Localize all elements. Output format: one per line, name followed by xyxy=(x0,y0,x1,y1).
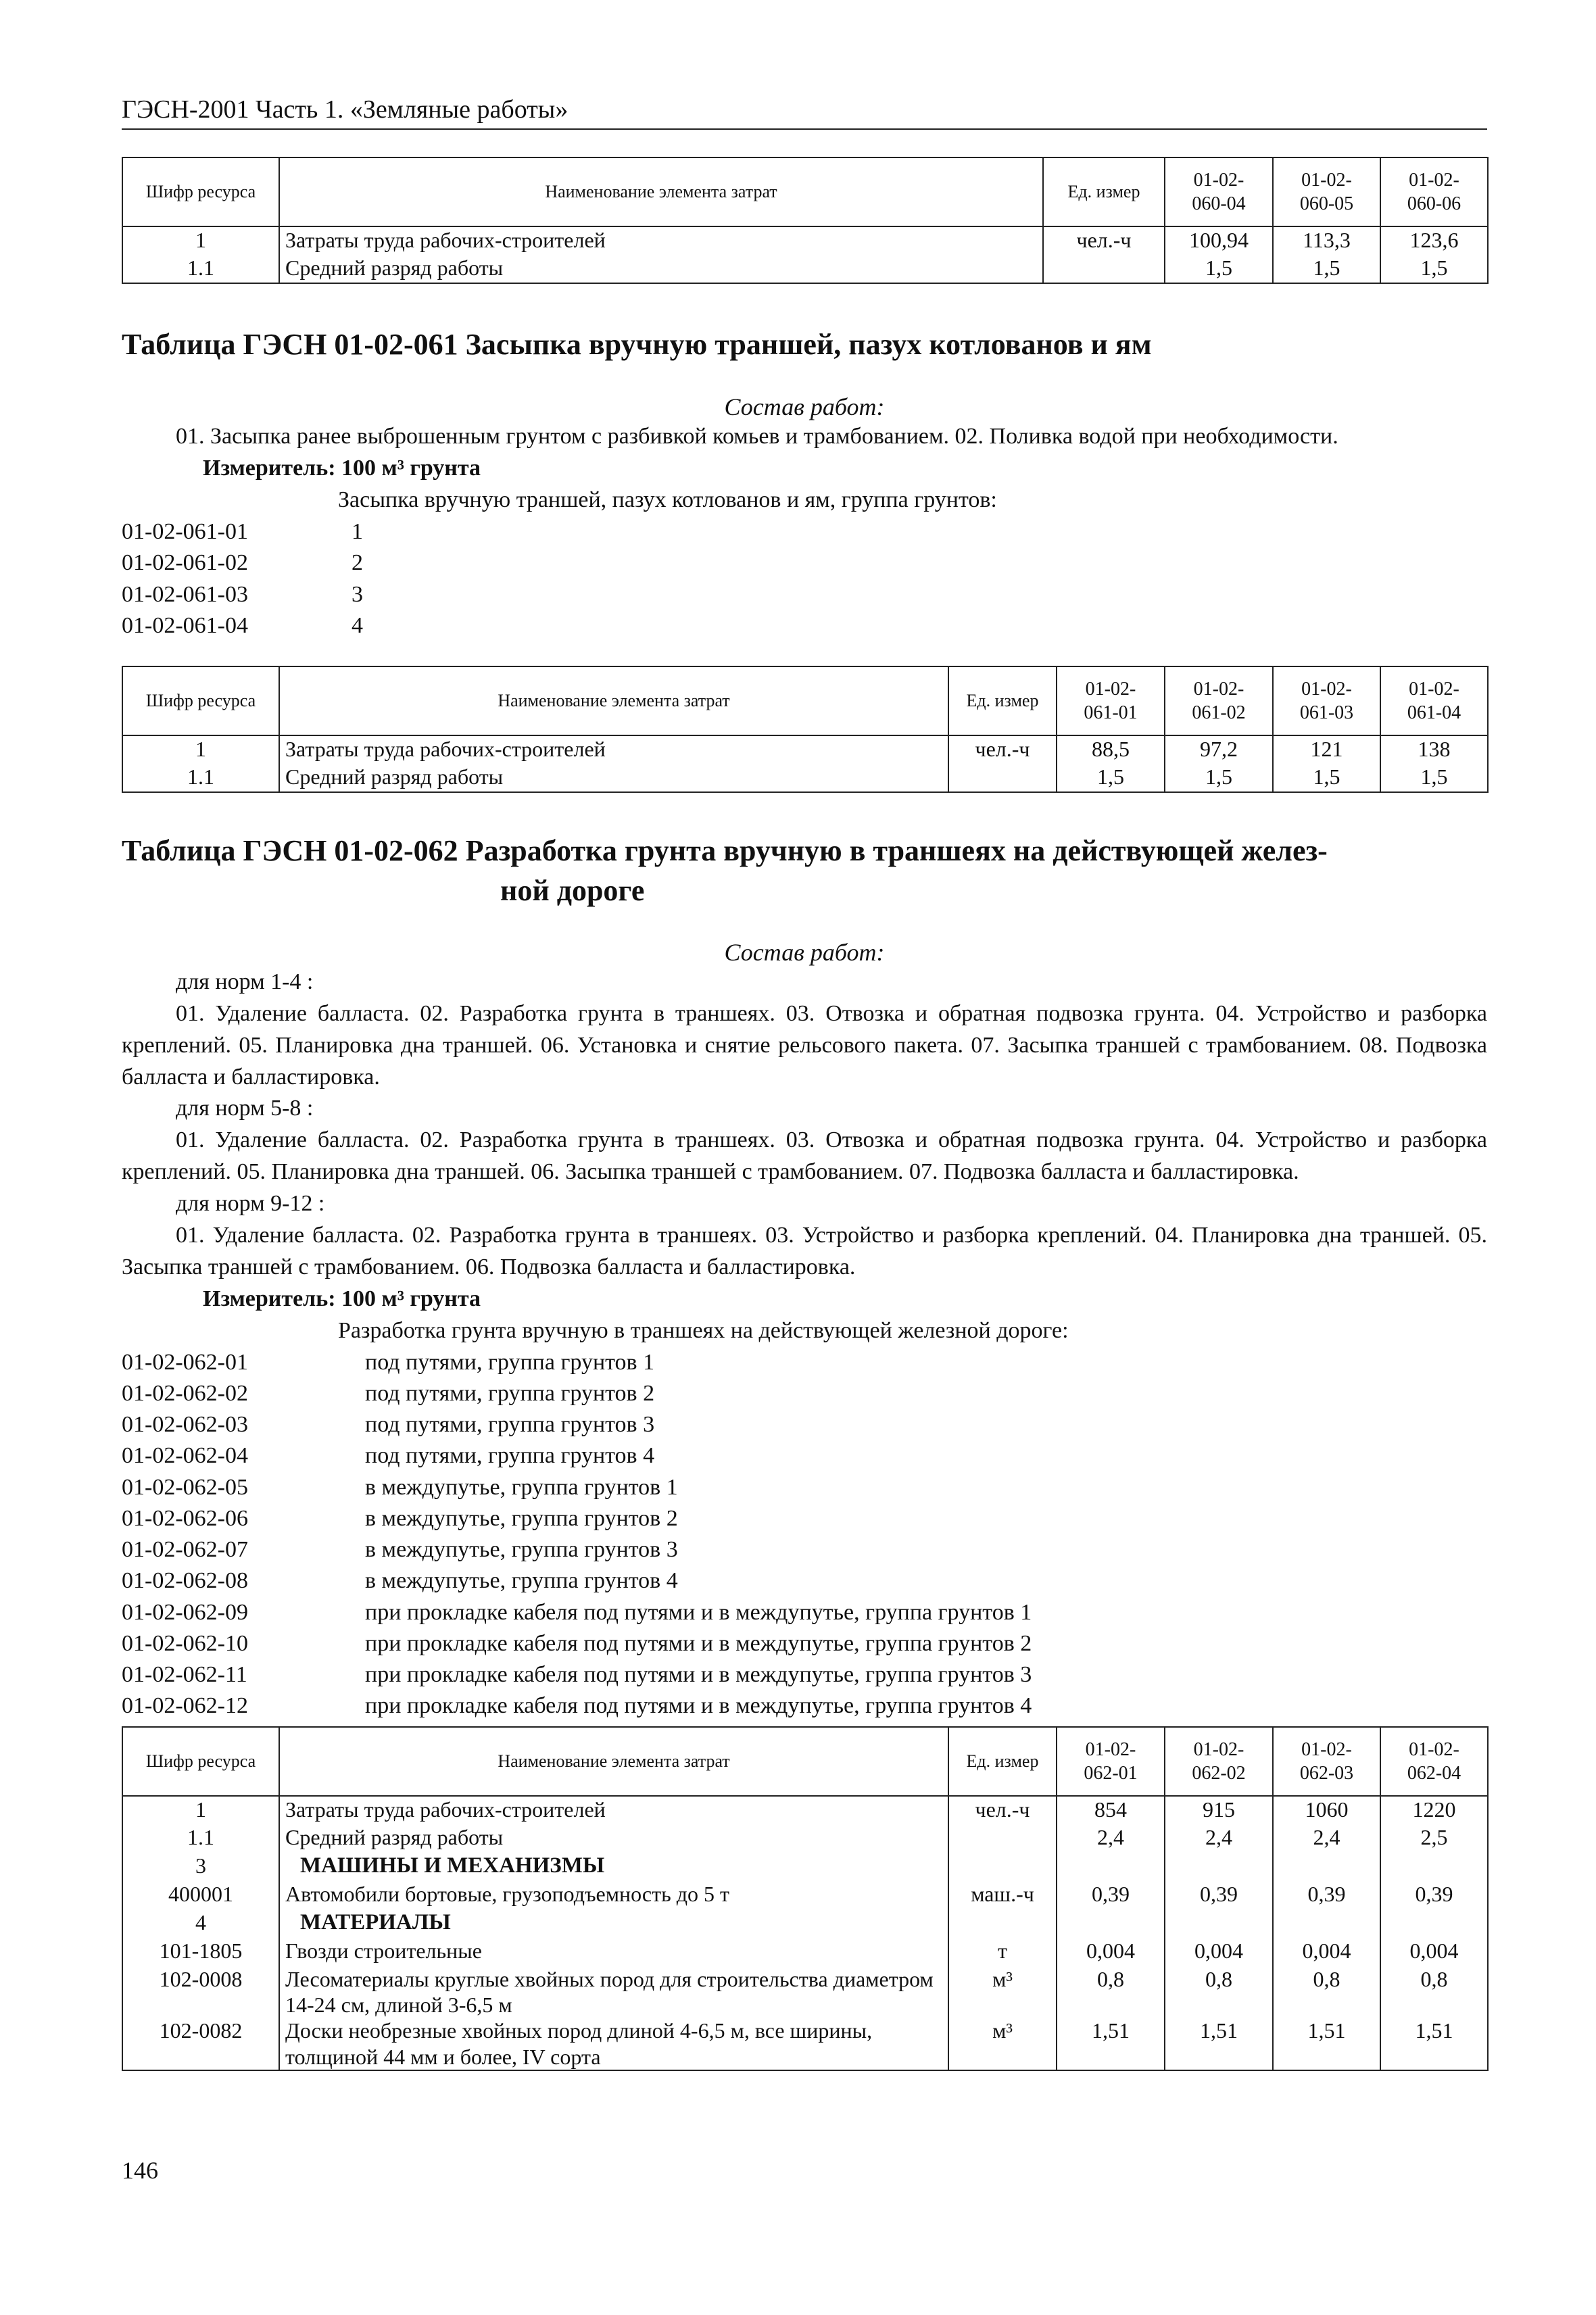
variant-row xyxy=(122,1378,1487,1409)
value: 1220 xyxy=(1380,1796,1488,1824)
document-page xyxy=(122,95,1487,2071)
variant-code: 01-02-062-08 xyxy=(122,1568,248,1594)
variant-desc: 4 xyxy=(352,612,363,638)
table-row xyxy=(122,1796,1488,1824)
header-col-2: 01-02- 061-02 xyxy=(1165,666,1273,735)
variant-desc: при прокладке кабеля под путями и в междупутье, группа грунтов 1 xyxy=(365,1599,1032,1625)
variant-row xyxy=(122,1659,1487,1690)
variant-code: 01-02-062-05 xyxy=(122,1474,248,1500)
header-name: Наименование элемента затрат xyxy=(279,666,948,735)
cost-element: Затраты труда рабочих-строителей xyxy=(279,1796,948,1824)
variant-code: 01-02-062-10 xyxy=(122,1630,248,1656)
table-row xyxy=(122,1966,1488,2018)
table-row xyxy=(122,2018,1488,2070)
cost-element: Доски необрезные хвойных пород длиной 4-6,5 м, все ширины, толщиной 44 мм и более, IV сорта xyxy=(279,2018,948,2070)
value: 1,5 xyxy=(1273,255,1380,283)
resource-code: 400001 xyxy=(122,1881,279,1909)
unit: м³ xyxy=(948,2018,1057,2070)
value: 2,5 xyxy=(1380,1824,1488,1853)
header-col-1: 01-02- 062-01 xyxy=(1057,1727,1165,1796)
table-row xyxy=(122,1938,1488,1966)
resource-code: 102-0082 xyxy=(122,2018,279,2070)
section-title-062 xyxy=(122,831,1487,911)
measure-unit: Измеритель: 100 м³ грунта xyxy=(203,1286,481,1311)
norm-group-label: для норм 5-8 : xyxy=(176,1096,314,1121)
cost-element: Затраты труда рабочих-строителей xyxy=(279,226,1043,255)
variant-row xyxy=(122,516,1487,547)
value: 1,51 xyxy=(1273,2018,1380,2070)
variant-row xyxy=(122,1472,1487,1503)
cost-element: Лесоматериалы круглые хвойных пород для строительства диаметром 14-24 см, длиной 3-6,5 м xyxy=(279,1966,948,2018)
variant-desc: под путями, группа грунтов 4 xyxy=(365,1443,655,1469)
variant-code: 01-02-062-06 xyxy=(122,1505,248,1531)
unit: маш.-ч xyxy=(948,1881,1057,1909)
variant-code: 01-02-062-02 xyxy=(122,1380,248,1406)
value: 0,8 xyxy=(1057,1966,1165,2018)
value: 1,5 xyxy=(1380,764,1488,792)
table-row xyxy=(122,1881,1488,1909)
value: 0,004 xyxy=(1273,1938,1380,1966)
value: 0,39 xyxy=(1057,1881,1165,1909)
variant-desc: в междупутье, группа грунтов 4 xyxy=(365,1568,678,1594)
work-composition-text: 01. Удаление балласта. 02. Разработка грунта в траншеях. 03. Отвозка и обратная подвозка грунта. 04. Устройство и разборка креплений. 05. Планировка дна траншей. 06. Засыпка траншей с трамбованием. 07. Подвозка балласта и балластировка. xyxy=(122,1127,1487,1185)
unit xyxy=(948,1824,1057,1853)
unit: чел.-ч xyxy=(948,1796,1057,1824)
value: 915 xyxy=(1165,1796,1273,1824)
variant-row xyxy=(122,1565,1487,1597)
work-composition-text: 01. Удаление балласта. 02. Разработка грунта в траншеях. 03. Устройство и разборка креплений. 04. Планировка дна траншей. 05. Засыпка траншей с трамбованием. 06. Подвозка балласта и балластировка. xyxy=(122,1223,1487,1280)
section-code: 3 xyxy=(122,1853,279,1881)
variant-desc: под путями, группа грунтов 1 xyxy=(365,1349,655,1375)
variant-code: 01-02-062-03 xyxy=(122,1412,248,1438)
cost-element: Автомобили бортовые, грузоподъемность до 5 т xyxy=(279,1881,948,1909)
unit: чел.-ч xyxy=(1043,226,1165,255)
variant-desc: под путями, группа грунтов 3 xyxy=(365,1412,655,1438)
value: 138 xyxy=(1380,735,1488,764)
section-title-061: Таблица ГЭСН 01-02-061 Засыпка вручную траншей, пазух котлованов и ям xyxy=(122,328,1152,361)
value: 0,004 xyxy=(1057,1938,1165,1966)
resource-code: 1.1 xyxy=(122,255,279,283)
section-title-line-2: ной дороге xyxy=(500,874,645,908)
variant-code: 01-02-061-04 xyxy=(122,612,248,638)
variant-row xyxy=(122,1690,1487,1722)
value: 0,39 xyxy=(1165,1881,1273,1909)
variant-row xyxy=(122,1597,1487,1628)
norm-table-060 xyxy=(122,157,1489,284)
value: 1,51 xyxy=(1057,2018,1165,2070)
header-col-3: 01-02- 060-06 xyxy=(1380,157,1488,226)
running-head: ГЭСН-2001 Часть 1. «Земляные работы» xyxy=(122,95,1487,130)
work-composition-label: Состав работ: xyxy=(724,938,885,966)
value: 88,5 xyxy=(1057,735,1165,764)
value: 0,8 xyxy=(1380,1966,1488,2018)
header-code: Шифр ресурса xyxy=(122,666,279,735)
cost-element: Средний разряд работы xyxy=(279,764,948,792)
variant-row xyxy=(122,1628,1487,1659)
value: 1,5 xyxy=(1380,255,1488,283)
header-code: Шифр ресурса xyxy=(122,1727,279,1796)
cost-element: Затраты труда рабочих-строителей xyxy=(279,735,948,764)
variant-code: 01-02-062-11 xyxy=(122,1662,247,1688)
value: 100,94 xyxy=(1165,226,1273,255)
work-composition-text: 01. Удаление балласта. 02. Разработка грунта в траншеях. 03. Отвозка и обратная подвозка грунта. 04. Устройство и разборка креплений. 05. Планировка дна траншей. 06. Установка и снятие рельсового пакета. 07. Засыпка траншей с трамбованием. 08. Подвозка балласта и балластировка. xyxy=(122,1000,1487,1090)
cost-element: Средний разряд работы xyxy=(279,1824,948,1853)
variant-desc: в междупутье, группа грунтов 2 xyxy=(365,1505,678,1531)
header-name: Наименование элемента затрат xyxy=(279,1727,948,1796)
variant-desc: 3 xyxy=(352,581,363,607)
work-composition-label: Состав работ: xyxy=(724,393,885,421)
variant-desc: при прокладке кабеля под путями и в междупутье, группа грунтов 2 xyxy=(365,1630,1032,1656)
variant-desc: при прокладке кабеля под путями и в междупутье, группа грунтов 4 xyxy=(365,1693,1032,1719)
variant-desc: при прокладке кабеля под путями и в междупутье, группа грунтов 3 xyxy=(365,1662,1032,1688)
variant-desc: 2 xyxy=(352,550,363,576)
value: 97,2 xyxy=(1165,735,1273,764)
value: 1,5 xyxy=(1165,764,1273,792)
variant-row xyxy=(122,1347,1487,1378)
variant-row xyxy=(122,1440,1487,1471)
unit: м³ xyxy=(948,1966,1057,2018)
variant-code: 01-02-062-04 xyxy=(122,1443,248,1469)
variants-intro: Засыпка вручную траншей, пазух котлованов и ям, группа грунтов: xyxy=(338,487,997,513)
section-heading: МАШИНЫ И МЕХАНИЗМЫ xyxy=(279,1853,948,1881)
variant-desc: в междупутье, группа грунтов 1 xyxy=(365,1474,678,1500)
value: 854 xyxy=(1057,1796,1165,1824)
value: 1060 xyxy=(1273,1796,1380,1824)
table-row xyxy=(122,735,1488,764)
value: 0,8 xyxy=(1273,1966,1380,2018)
cost-element: Гвозди строительные xyxy=(279,1938,948,1966)
header-col-1: 01-02- 061-01 xyxy=(1057,666,1165,735)
value: 0,004 xyxy=(1380,1938,1488,1966)
header-unit: Ед. измер xyxy=(1043,157,1165,226)
header-col-4: 01-02- 062-04 xyxy=(1380,1727,1488,1796)
variant-desc: в междупутье, группа грунтов 3 xyxy=(365,1537,678,1563)
value: 0,8 xyxy=(1165,1966,1273,2018)
value: 1,5 xyxy=(1165,255,1273,283)
value: 1,5 xyxy=(1057,764,1165,792)
value: 2,4 xyxy=(1165,1824,1273,1853)
resource-code: 102-0008 xyxy=(122,1966,279,2018)
table-row xyxy=(122,226,1488,255)
unit xyxy=(948,764,1057,792)
section-title-line-1: Таблица ГЭСН 01-02-062 Разработка грунта вручную в траншеях на действующей желез- xyxy=(122,834,1328,868)
work-composition-text: 01. Засыпка ранее выброшенным грунтом с разбивкой комьев и трамбованием. 02. Поливка водой при необходимости. xyxy=(176,424,1338,449)
variant-code: 01-02-061-01 xyxy=(122,519,248,545)
variant-row xyxy=(122,579,1487,610)
variant-row xyxy=(122,610,1487,641)
header-col-2: 01-02- 060-05 xyxy=(1273,157,1380,226)
resource-code: 1 xyxy=(122,1796,279,1824)
value: 1,51 xyxy=(1380,2018,1488,2070)
section-heading: МАТЕРИАЛЫ xyxy=(279,1909,948,1938)
header-col-2: 01-02- 062-02 xyxy=(1165,1727,1273,1796)
value: 1,5 xyxy=(1273,764,1380,792)
variant-code: 01-02-062-07 xyxy=(122,1537,248,1563)
resource-code: 1 xyxy=(122,226,279,255)
norm-table-062 xyxy=(122,1726,1489,2072)
value: 121 xyxy=(1273,735,1380,764)
value: 1,51 xyxy=(1165,2018,1273,2070)
section-row xyxy=(122,1909,1488,1938)
measure-unit: Измеритель: 100 м³ грунта xyxy=(203,456,481,481)
page-number: 146 xyxy=(122,2157,158,2184)
section-row xyxy=(122,1853,1488,1881)
table-row xyxy=(122,255,1488,283)
unit: т xyxy=(948,1938,1057,1966)
variant-desc: под путями, группа грунтов 2 xyxy=(365,1380,655,1406)
variant-code: 01-02-061-02 xyxy=(122,550,248,576)
value: 0,39 xyxy=(1273,1881,1380,1909)
variant-code: 01-02-062-01 xyxy=(122,1349,248,1375)
norm-group-label: для норм 1-4 : xyxy=(176,969,314,994)
header-unit: Ед. измер xyxy=(948,666,1057,735)
header-col-3: 01-02- 061-03 xyxy=(1273,666,1380,735)
header-name: Наименование элемента затрат xyxy=(279,157,1043,226)
value: 2,4 xyxy=(1057,1824,1165,1853)
table-row xyxy=(122,764,1488,792)
header-col-3: 01-02- 062-03 xyxy=(1273,1727,1380,1796)
variant-code: 01-02-062-12 xyxy=(122,1693,248,1719)
variants-intro: Разработка грунта вручную в траншеях на действующей железной дороге: xyxy=(338,1317,1069,1343)
variant-desc: 1 xyxy=(352,519,363,545)
resource-code: 101-1805 xyxy=(122,1938,279,1966)
variant-code: 01-02-061-03 xyxy=(122,581,248,607)
cost-element: Средний разряд работы xyxy=(279,255,1043,283)
table-row xyxy=(122,1824,1488,1853)
unit xyxy=(1043,255,1165,283)
header-unit: Ед. измер xyxy=(948,1727,1057,1796)
resource-code: 1.1 xyxy=(122,1824,279,1853)
norm-group-label: для норм 9-12 : xyxy=(176,1191,325,1217)
variant-list-062 xyxy=(122,1347,1487,1722)
resource-code: 1 xyxy=(122,735,279,764)
variant-row xyxy=(122,1534,1487,1565)
header-col-1: 01-02- 060-04 xyxy=(1165,157,1273,226)
variant-row xyxy=(122,547,1487,579)
section-code: 4 xyxy=(122,1909,279,1938)
variant-row xyxy=(122,1503,1487,1534)
norm-table-061 xyxy=(122,666,1489,793)
variant-row xyxy=(122,1409,1487,1440)
value: 0,39 xyxy=(1380,1881,1488,1909)
unit: чел.-ч xyxy=(948,735,1057,764)
value: 0,004 xyxy=(1165,1938,1273,1966)
variant-list-061 xyxy=(122,516,1487,641)
value: 123,6 xyxy=(1380,226,1488,255)
header-col-4: 01-02- 061-04 xyxy=(1380,666,1488,735)
value: 2,4 xyxy=(1273,1824,1380,1853)
value: 113,3 xyxy=(1273,226,1380,255)
variant-code: 01-02-062-09 xyxy=(122,1599,248,1625)
resource-code: 1.1 xyxy=(122,764,279,792)
header-code: Шифр ресурса xyxy=(122,157,279,226)
